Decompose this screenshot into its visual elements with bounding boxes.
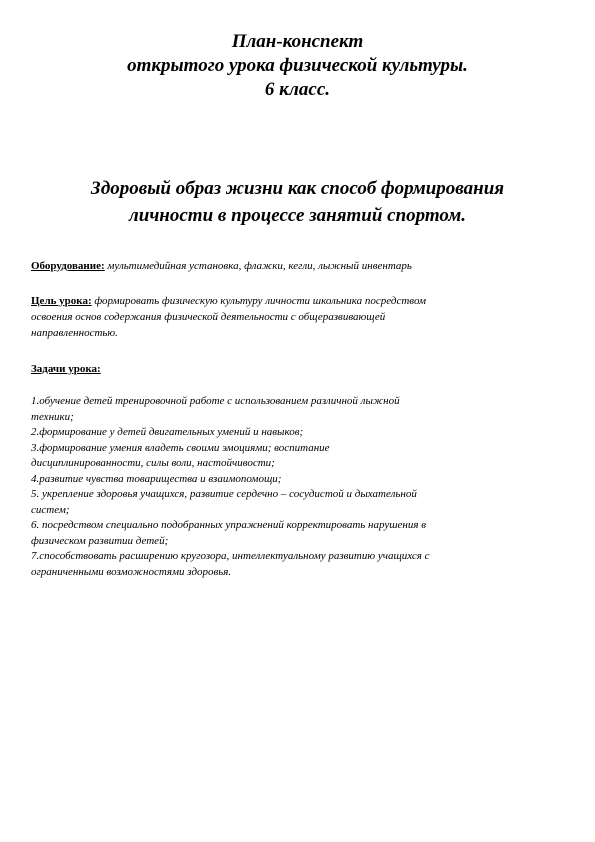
task-line: 1.обучение детей тренировочной работе с использованием различной лыжной — [31, 395, 400, 407]
subject-line-1: Здоровый образ жизни как способ формирования — [90, 178, 505, 199]
goal-text-line-1: формировать физическую культуру личности школьника посредством — [91, 295, 427, 307]
task-line: физическом развитии детей; — [31, 534, 169, 547]
goal-label: Цель урока: — [31, 295, 92, 307]
task-line: 3.формирование умения владеть своими эмоциями; воспитание — [31, 441, 330, 454]
subject-line-2: личности в процессе занятий спортом. — [129, 205, 466, 226]
title-line-3: 6 класс. — [264, 79, 331, 100]
task-line: 6. посредством специально подобранных упражнений корректировать нарушения в — [31, 519, 427, 531]
tasks-list — [31, 394, 571, 580]
goal-text-line-3: направленностью. — [31, 327, 118, 339]
title-line-1: План-конспект — [231, 31, 364, 52]
task-line: 7.способствовать расширению кругозора, интеллектуальному развитию учащихся с — [31, 550, 430, 562]
equipment-paragraph — [31, 258, 571, 274]
equipment-label: Оборудование: — [31, 260, 105, 272]
task-line: 2.формирование у детей двигательных умений и навыков; — [31, 426, 304, 438]
title-line-2: открытого урока физической культуры. — [127, 55, 468, 76]
tasks-label: Задачи урока: — [31, 363, 101, 375]
task-line: 4.развитие чувства товарищества и взаимопомощи; — [31, 472, 282, 485]
task-line: дисциплинированности, силы воли, настойчивости; — [31, 457, 275, 469]
task-line: ограниченными возможностями здоровья. — [31, 565, 232, 578]
task-line: 5. укрепление здоровья учащихся, развитие сердечно – сосудистой и дыхательной — [31, 488, 417, 500]
task-line: техники; — [31, 410, 74, 423]
task-line: систем; — [31, 503, 70, 516]
goal-paragraph — [31, 293, 571, 341]
goal-text-line-2: освоения основ содержания физической деятельности с общеразвивающей — [31, 311, 386, 323]
document-title — [0, 30, 595, 102]
equipment-text: мультимедийная установка, флажки, кегли, лыжный инвентарь — [104, 260, 412, 272]
lesson-subject — [0, 175, 595, 229]
tasks-heading — [31, 361, 571, 377]
